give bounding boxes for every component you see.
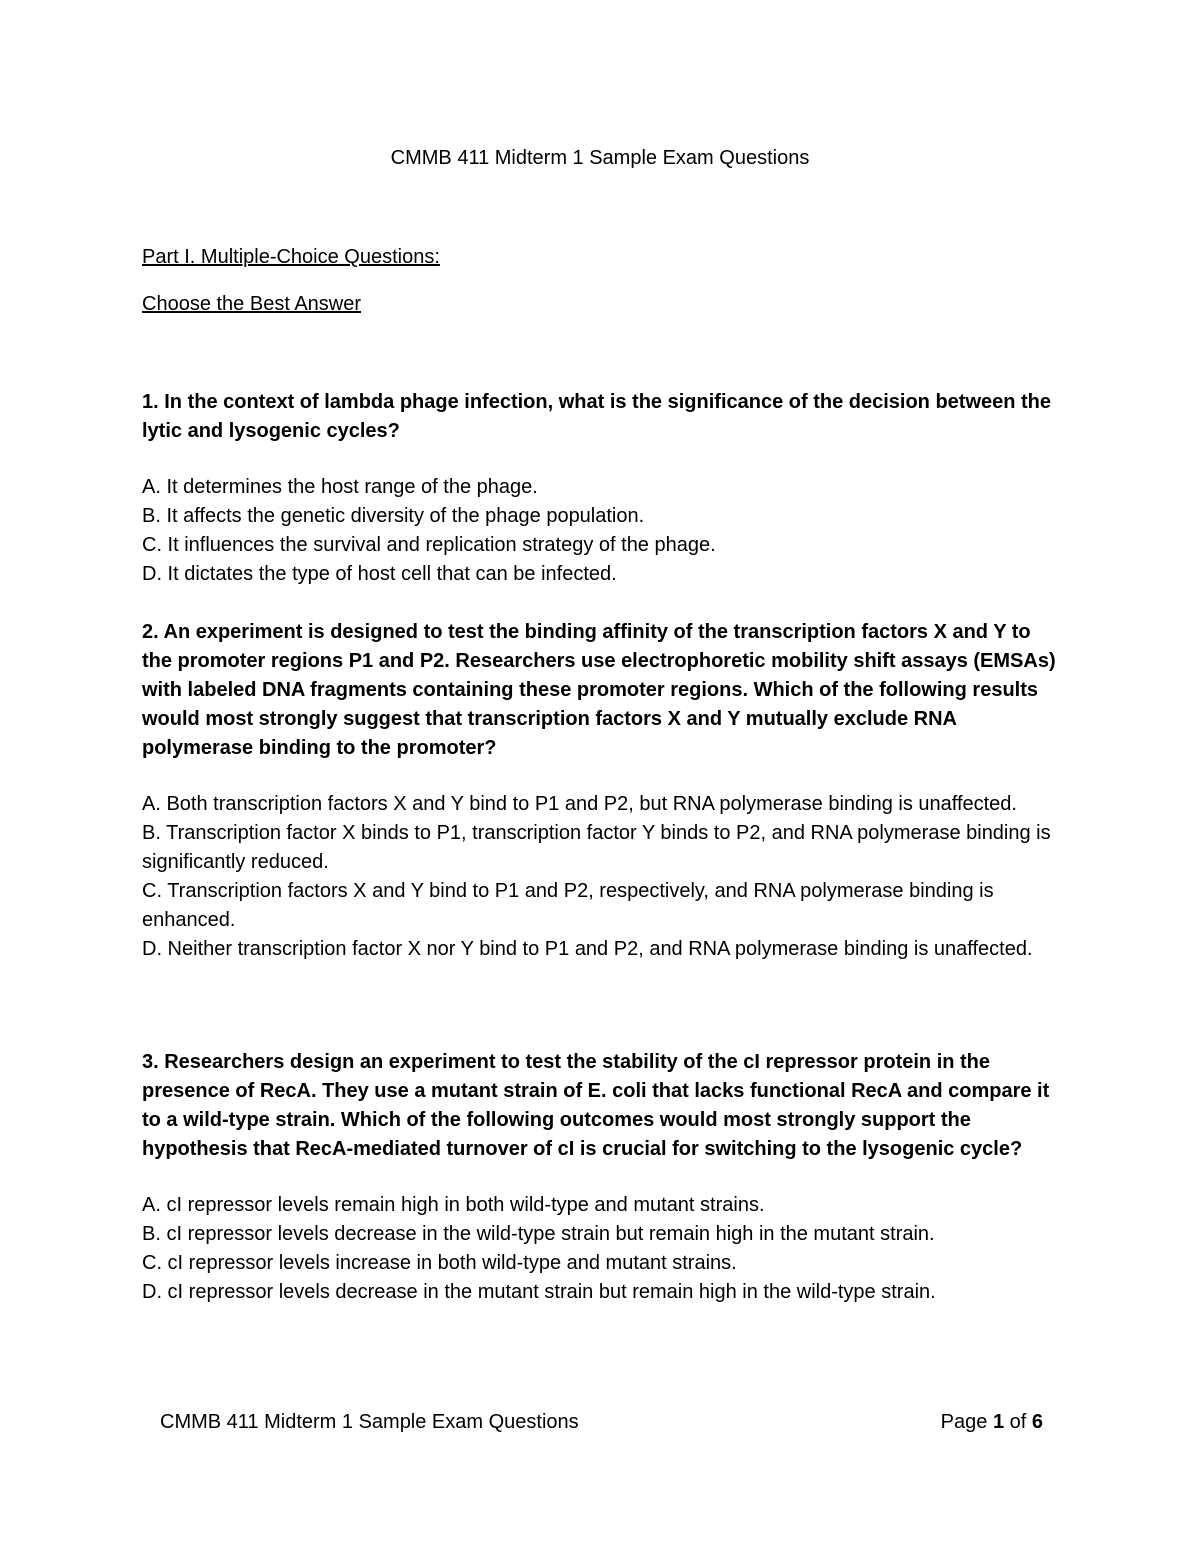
question-1-option-a: A. It determines the host range of the phage.	[142, 476, 538, 498]
page-total: 6	[1031, 1411, 1043, 1433]
question-1-option-c: C. It influences the survival and replication strategy of the phage.	[142, 534, 716, 556]
question-2	[142, 618, 1062, 964]
question-2-options	[142, 790, 1062, 964]
question-3-text: 3. Researchers design an experiment to test the stability of the cI repressor protein in the presence of RecA. They use a mutant strain of E. coli that lacks functional RecA and compare it to a wild-type strain. Which of the following outcomes would most strongly support the hypothesis that RecA-mediated turnover of cI is crucial for switching to the lysogenic cycle?	[142, 1051, 1050, 1160]
page-word: Page	[940, 1411, 988, 1433]
question-1-text: 1. In the context of lambda phage infection, what is the significance of the decision between the lytic and lysogenic cycles?	[142, 391, 1052, 442]
question-3-options	[142, 1191, 1062, 1307]
section-heading: Part I. Multiple-Choice Questions:	[142, 246, 440, 268]
page-number	[941, 1408, 1043, 1436]
question-3	[142, 1048, 1062, 1307]
question-3-option-d: D. cI repressor levels decrease in the mutant strain but remain high in the wild-type strain.	[142, 1281, 936, 1303]
page-footer	[160, 1408, 1043, 1438]
question-1-option-d: D. It dictates the type of host cell that can be infected.	[142, 563, 617, 585]
page-current: 1	[992, 1411, 1005, 1433]
instruction-heading: Choose the Best Answer	[142, 293, 362, 315]
page-of: of	[1009, 1411, 1027, 1433]
question-3-option-a: A. cI repressor levels remain high in both wild-type and mutant strains.	[142, 1194, 765, 1216]
question-3-option-c: C. cI repressor levels increase in both wild-type and mutant strains.	[142, 1252, 737, 1274]
question-1	[142, 388, 1062, 589]
question-1-options	[142, 473, 1062, 589]
question-2-option-d: D. Neither transcription factor X nor Y bind to P1 and P2, and RNA polymerase binding is unaffected.	[142, 938, 1033, 960]
question-2-option-b: B. Transcription factor X binds to P1, transcription factor Y binds to P2, and RNA polymerase binding is significantly reduced.	[142, 822, 1051, 873]
question-1-option-b: B. It affects the genetic diversity of the phage population.	[142, 505, 645, 527]
question-2-option-c: C. Transcription factors X and Y bind to P1 and P2, respectively, and RNA polymerase binding is enhanced.	[142, 880, 994, 931]
footer-title: CMMB 411 Midterm 1 Sample Exam Questions	[160, 1411, 579, 1433]
question-2-text: 2. An experiment is designed to test the binding affinity of the transcription factors X and Y to the promoter regions P1 and P2. Researchers use electrophoretic mobility shift assays (EMSAs) with labeled DNA fragments containing these promoter regions. Which of the following results would most strongly suggest that transcription factors X and Y mutually exclude RNA polymerase binding to the promoter?	[142, 621, 1056, 759]
question-2-option-a: A. Both transcription factors X and Y bind to P1 and P2, but RNA polymerase binding is unaffected.	[142, 793, 1017, 815]
document-title: CMMB 411 Midterm 1 Sample Exam Questions	[390, 147, 810, 169]
question-3-option-b: B. cI repressor levels decrease in the wild-type strain but remain high in the mutant strain.	[142, 1223, 935, 1245]
